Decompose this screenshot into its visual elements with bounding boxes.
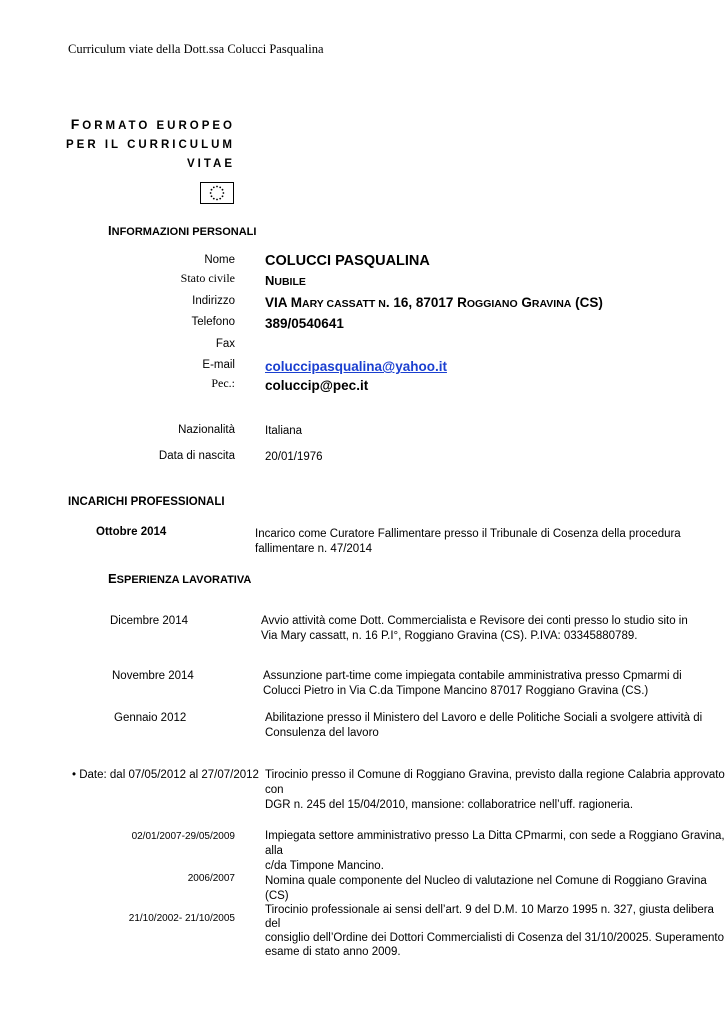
pec-label: Pec.: xyxy=(211,376,235,390)
section-informazioni-personali: INFORMAZIONI PERSONALI xyxy=(108,223,257,238)
pec-value: coluccip@pec.it xyxy=(265,378,369,393)
esperienza-description: Assunzione part-time come impiegata contabile amministrativa presso Cpmarmi di Colucci Pietro in Via C.da Timpone Mancino 87017 Roggiano Gravina (CS.) xyxy=(263,670,682,697)
esperienza-date: 02/01/2007-29/05/2009 xyxy=(131,831,235,842)
esperienza-date: 2006/2007 xyxy=(187,873,235,884)
esperienza-date: Gennaio 2012 xyxy=(114,712,187,724)
section-incarichi-professionali: INCARICHI PROFESSIONALI xyxy=(68,496,225,508)
esperienza-date: Novembre 2014 xyxy=(112,670,194,682)
incarico-date: Ottobre 2014 xyxy=(96,526,167,538)
stato-civile-value: NUBILE xyxy=(265,273,306,288)
esperienza-date: 21/10/2002- 21/10/2005 xyxy=(128,913,235,924)
indirizzo-value: VIA MARY CASSATT N. 16, 87017 ROGGIANO GRAVINA (CS) xyxy=(265,295,603,310)
esperienza-description: Nomina quale componente del Nucleo di valutazione nel Comune di Roggiano Gravina (CS) xyxy=(265,875,707,902)
nome-value: COLUCCI PASQUALINA xyxy=(265,253,430,269)
nazionalita-label: Nazionalità xyxy=(178,424,235,436)
eu-flag-icon xyxy=(200,182,234,204)
telefono-label: Telefono xyxy=(191,316,235,328)
page-header: Curriculum viate della Dott.ssa Colucci Pasqualina xyxy=(68,42,324,56)
esperienza-description: Abilitazione presso il Ministero del Lavoro e delle Politiche Sociali a svolgere attività di Consulenza del lavoro xyxy=(265,712,703,739)
nome-label: Nome xyxy=(204,254,235,266)
esperienza-description: Avvio attività come Dott. Commercialista e Revisore dei conti presso lo studio sito in Via Mary cassatt, n. 16 P.I°, Roggiano Gravina (CS). P.IVA: 03345880789. xyxy=(261,615,688,642)
cv-title: FORMATO EUROPEO PER IL CURRICULUM VITAE xyxy=(66,116,235,170)
telefono-value: 389/0540641 xyxy=(265,316,344,331)
esperienza-description: Impiegata settore amministrativo presso La Ditta CPmarmi, con sede a Roggiano Gravina, alla c/da Timpone Mancino. xyxy=(265,830,725,872)
esperienza-date: Dicembre 2014 xyxy=(110,615,188,627)
email-link[interactable]: coluccipasqualina@yahoo.it xyxy=(265,359,447,374)
email-label: E-mail xyxy=(202,359,235,371)
stato-civile-label: Stato civile xyxy=(180,271,235,285)
esperienza-description: Tirocinio presso il Comune di Roggiano Gravina, previsto dalla regione Calabria approvato con DGR n. 245 del 15/04/2010, mansione: collaboratrice nell’uff. ragioneria. xyxy=(265,769,725,811)
fax-label: Fax xyxy=(215,338,235,350)
nazionalita-value: Italiana xyxy=(265,425,303,437)
data-nascita-label: Data di nascita xyxy=(158,450,235,462)
indirizzo-label: Indirizzo xyxy=(192,295,235,307)
data-nascita-value: 20/01/1976 xyxy=(265,451,323,463)
section-esperienza-lavorativa: ESPERIENZA LAVORATIVA xyxy=(108,571,252,586)
esperienza-date: • Date: dal 07/05/2012 al 27/07/2012 xyxy=(72,769,259,781)
esperienza-description: Tirocinio professionale ai sensi dell’art. 9 del D.M. 10 Marzo 1995 n. 327, giusta delibera del consiglio dell’Ordine dei Dottori Commercialisti di Cosenza del 31/10/20025. Superamento esame di stato anno 2009. xyxy=(265,904,724,958)
incarico-description: Incarico come Curatore Fallimentare presso il Tribunale di Cosenza della procedura fallimentare n. 47/2014 xyxy=(255,528,681,555)
